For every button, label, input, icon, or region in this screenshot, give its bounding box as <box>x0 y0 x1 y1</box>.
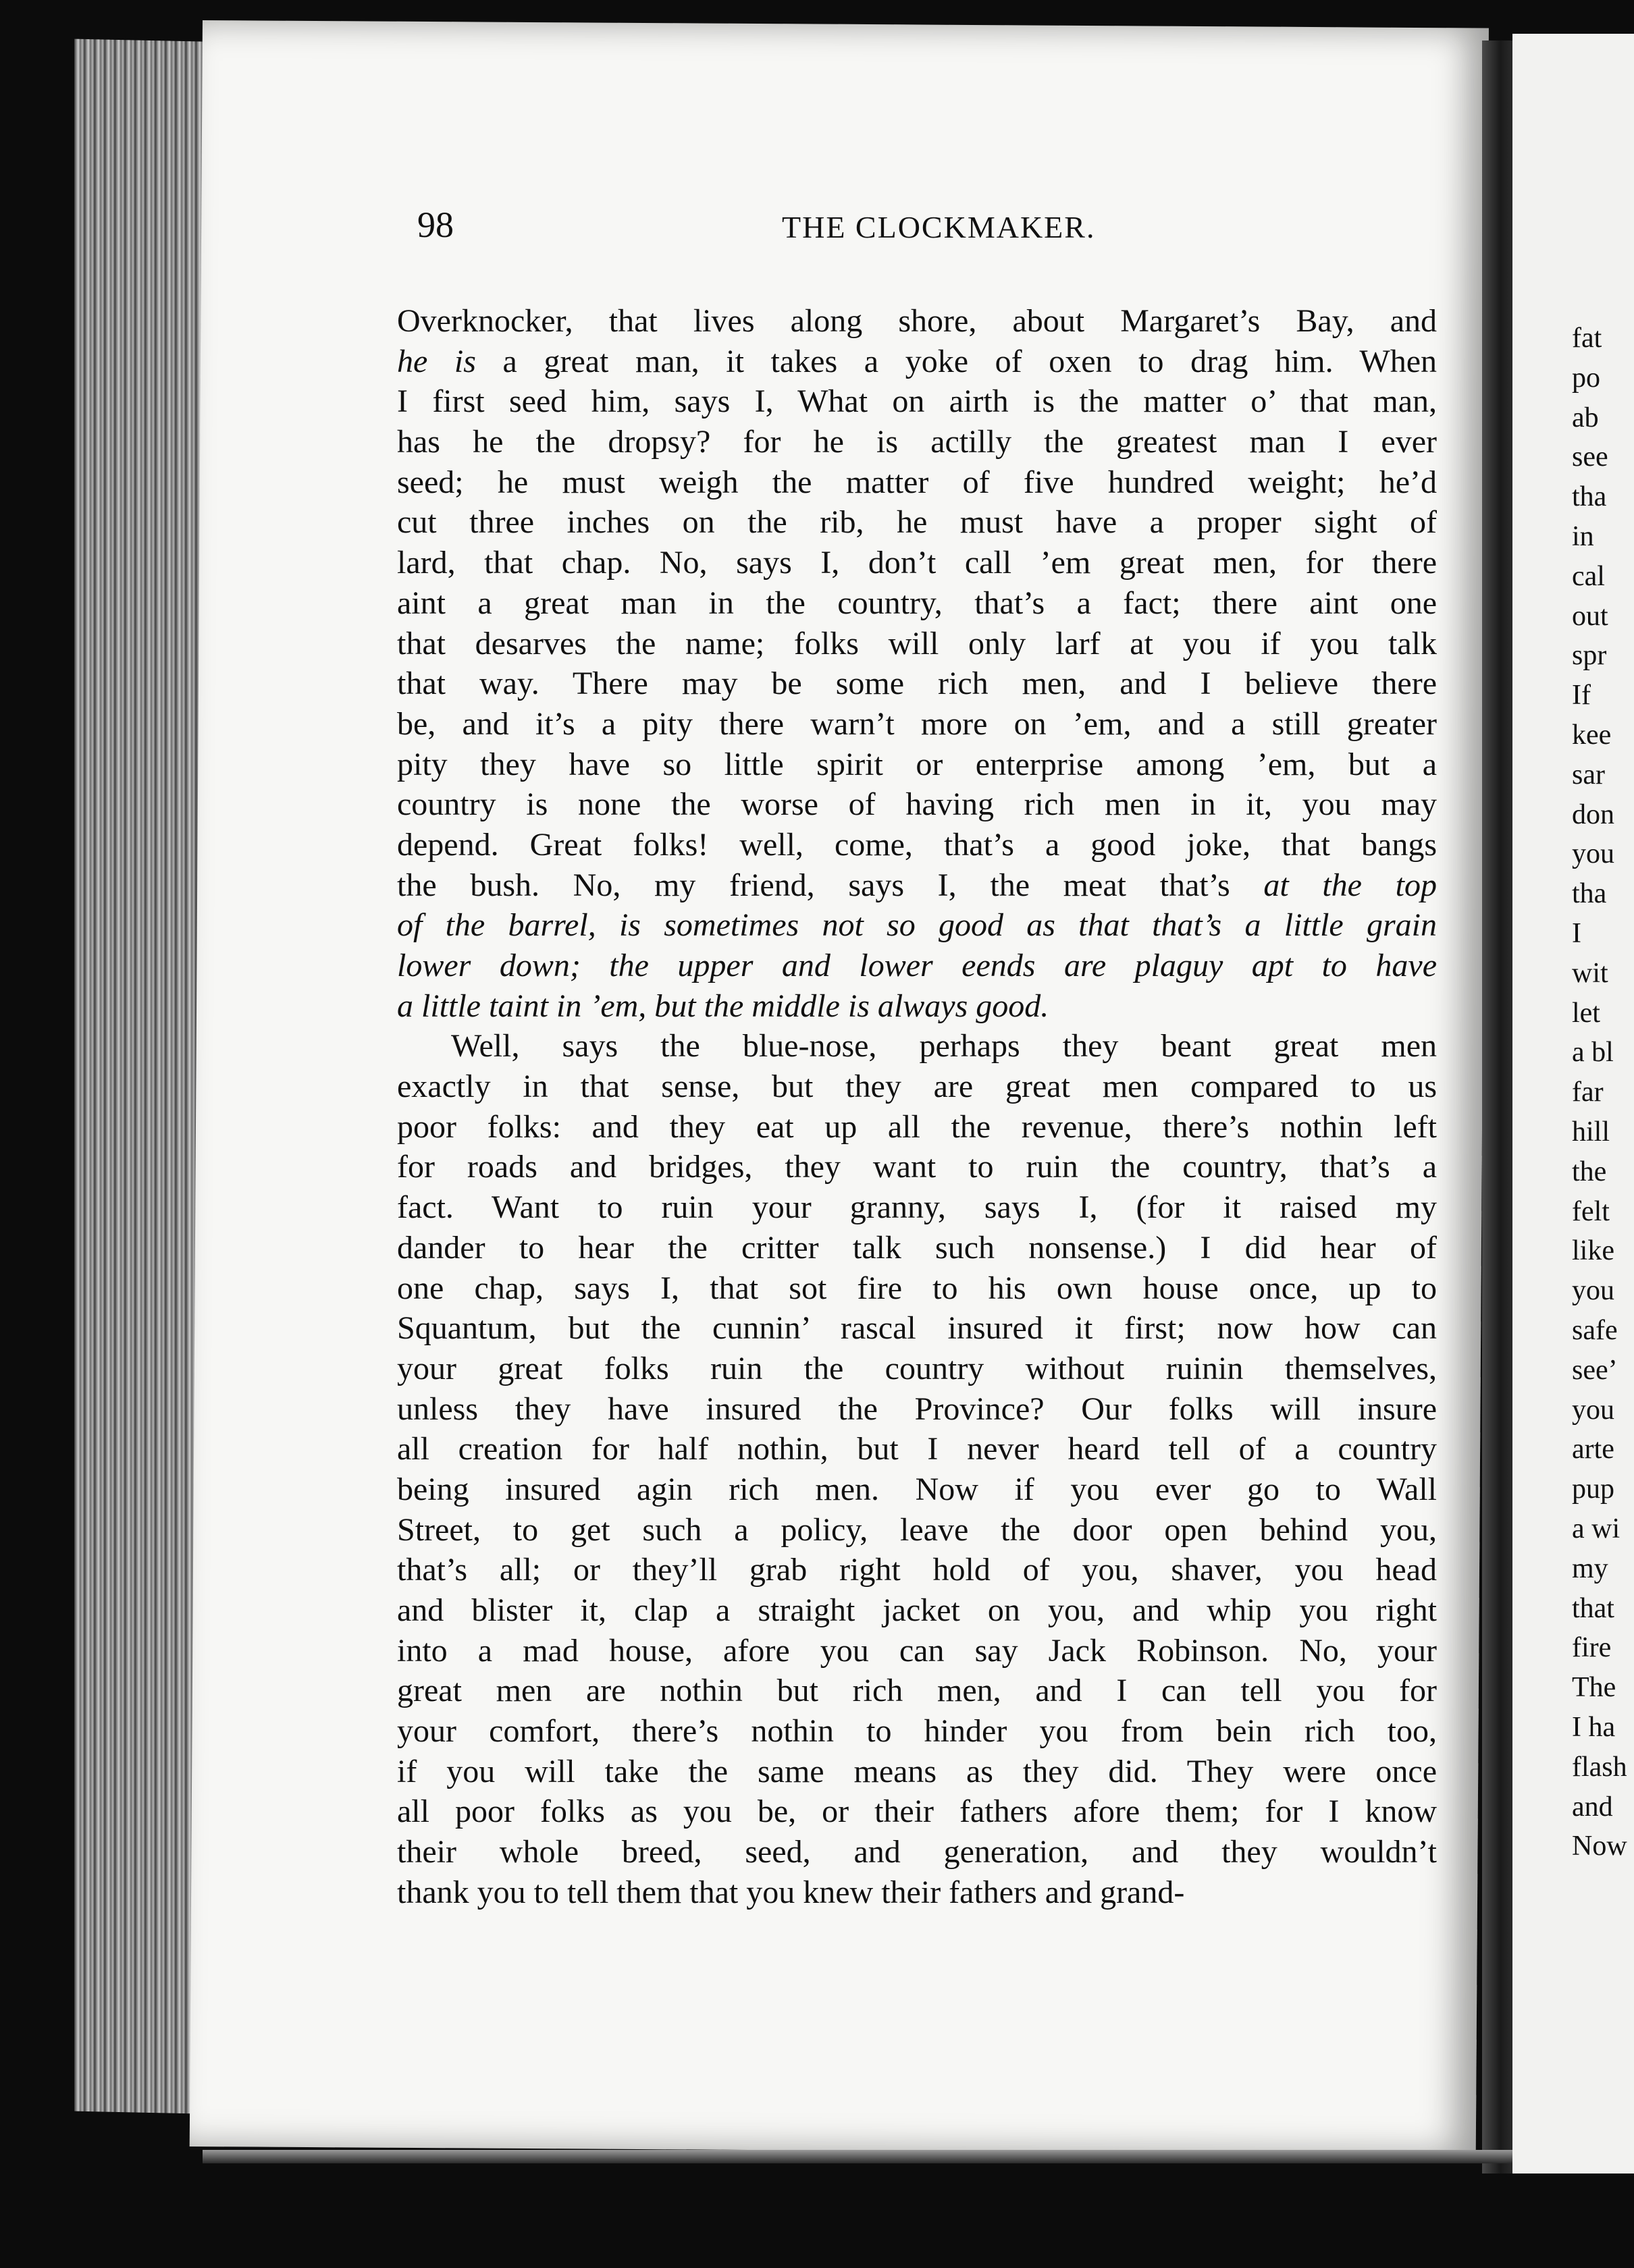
text-line: exactly in that sense, but they are great men compared to us <box>397 1069 1437 1105</box>
text-line: Squantum, but the cunnin’ rascal insured it first; now how can <box>397 1310 1437 1347</box>
running-head <box>417 204 1430 244</box>
text-line: country is none the worse of having rich men in it, you may <box>397 786 1437 823</box>
facing-page-fragment: see <box>1572 441 1608 473</box>
facing-page-fragment: kee <box>1572 720 1612 751</box>
page-number: 98 <box>417 205 454 245</box>
facing-page-fragment: don <box>1572 799 1614 830</box>
text-line: into a mad house, afore you can say Jack Robinson. No, your <box>397 1632 1437 1669</box>
facing-page-fragment: po <box>1572 362 1600 394</box>
text-line: Overknocker, that lives along shore, about Margaret’s Bay, and <box>397 303 1437 339</box>
text-line: poor folks: and they eat up all the revenue, there’s nothin left <box>397 1108 1437 1145</box>
facing-page-fragment: in <box>1572 521 1594 552</box>
facing-page-fragment: safe <box>1572 1315 1618 1346</box>
facing-page-fragment: tha <box>1572 878 1607 910</box>
text-line: seed; he must weigh the matter of five hundred weight; he’d <box>397 464 1437 500</box>
text-line: a little taint in ’em, but the middle is always good. <box>397 988 1049 1024</box>
facing-page-fragment: The <box>1572 1672 1616 1704</box>
text-line: pity they have so little spirit or enterprise among ’em, but a <box>397 746 1437 782</box>
text-line: your great folks ruin the country without ruinin themselves, <box>397 1350 1437 1386</box>
facing-page-fragment: a bl <box>1572 1037 1614 1069</box>
text-line: fact. Want to ruin your granny, says I, (for it raised my <box>397 1189 1437 1226</box>
facing-page-fragment: let <box>1572 997 1600 1029</box>
book-gutter <box>1482 40 1512 2174</box>
text-line: all creation for half nothin, but I never heard tell of a country <box>397 1431 1437 1467</box>
facing-page-fragment: that <box>1572 1592 1614 1624</box>
facing-page-fragment: I <box>1572 918 1581 949</box>
text-line: and blister it, clap a straight jacket on you, and whip you right <box>397 1592 1437 1628</box>
facing-page-fragment: pup <box>1572 1474 1614 1505</box>
facing-page-fragment: felt <box>1572 1195 1610 1227</box>
text-line: he is a great man, it takes a yoke of oxen to drag him. When <box>397 343 1437 379</box>
text-line: thank you to tell them that you knew their fathers and grand- <box>397 1874 1185 1910</box>
facing-page-fragment: sar <box>1572 759 1605 790</box>
text-line: depend. Great folks! well, come, that’s a good joke, that bangs <box>397 826 1437 863</box>
text-line: of the barrel, is sometimes not so good as that that’s a little grain <box>397 907 1437 944</box>
text-line: all poor folks as you be, or their fathers afore them; for I know <box>397 1793 1437 1830</box>
text-line: cut three inches on the rib, he must have a proper sight of <box>397 504 1437 541</box>
facing-page-fragment: tha <box>1572 481 1607 513</box>
facing-page-fragment: wit <box>1572 957 1608 989</box>
text-line: I first seed him, says I, What on airth is the matter o’ that man, <box>397 383 1437 420</box>
text-line: the bush. No, my friend, says I, the meat that’s at the top <box>397 867 1438 903</box>
text-line: aint a great man in the country, that’s a fact; there aint one <box>397 585 1437 621</box>
facing-page-fragment: flash <box>1572 1751 1627 1783</box>
facing-page-fragment: far <box>1572 1077 1604 1108</box>
text-line: lower down; the upper and lower eends are plaguy apt to have <box>397 948 1437 983</box>
text-line: that way. There may be some rich men, and I believe there <box>397 666 1437 702</box>
facing-page-fragment: the <box>1572 1156 1607 1187</box>
facing-page-fragment: If <box>1572 680 1591 711</box>
text-line: be, and it’s a pity there warn’t more on ’em, and a still greater <box>397 705 1437 742</box>
facing-page-fragment: see’ <box>1572 1354 1618 1386</box>
text-line: Street, to get such a policy, leave the door open behind you, <box>397 1511 1437 1548</box>
text-line: that’s all; or they’ll grab right hold of you, shaver, you head <box>397 1552 1437 1588</box>
text-line: being insured agin rich men. Now if you ever go to Wall <box>397 1471 1437 1507</box>
facing-page-fragment: a wi <box>1572 1513 1620 1544</box>
text-line: Well, says the blue-nose, perhaps they beant great men <box>451 1028 1437 1064</box>
text-line: for roads and bridges, they want to ruin the country, that’s a <box>397 1149 1437 1185</box>
body-text <box>397 301 1437 1913</box>
text-line: dander to hear the critter talk such nonsense.) I did hear of <box>397 1229 1437 1266</box>
facing-page-fragment: ab <box>1572 402 1599 433</box>
facing-page-fragment: fire <box>1572 1632 1612 1664</box>
facing-page-fragment: hill <box>1572 1116 1610 1148</box>
text-line: great men are nothin but rich men, and I can tell you for <box>397 1673 1437 1709</box>
facing-page <box>1512 34 1634 2174</box>
facing-page-fragment: and <box>1572 1791 1613 1823</box>
facing-page-fragment: arte <box>1572 1434 1614 1465</box>
facing-page-fragment: my <box>1572 1552 1608 1584</box>
facing-page-fragment: you <box>1572 1394 1614 1426</box>
facing-page-fragment: you <box>1572 1275 1614 1307</box>
facing-page-fragment: out <box>1572 600 1608 632</box>
facing-page-fragment: Now <box>1572 1831 1627 1862</box>
text-line: one chap, says I, that sot fire to his own house once, up to <box>397 1270 1437 1306</box>
text-line: your comfort, there’s nothin to hinder you from bein rich too, <box>397 1713 1437 1750</box>
facing-page-fragment: cal <box>1572 560 1605 592</box>
facing-page-fragment: spr <box>1572 640 1607 672</box>
facing-page-fragment: I ha <box>1572 1712 1616 1743</box>
text-line: unless they have insured the Province? Our folks will insure <box>397 1390 1437 1427</box>
text-line: if you will take the same means as they did. They were once <box>397 1753 1437 1789</box>
page-bottom-edge <box>203 2150 1512 2163</box>
facing-page-fragment: fat <box>1572 323 1602 354</box>
facing-page-fragment: like <box>1572 1235 1614 1267</box>
text-line: their whole breed, seed, and generation, and they wouldn’t <box>397 1834 1437 1870</box>
facing-page-fragment: you <box>1572 838 1614 870</box>
text-line: lard, that chap. No, says I, don’t call ’em great men, for there <box>397 545 1437 581</box>
text-line: has he the dropsy? for he is actilly the greatest man I ever <box>397 424 1437 460</box>
text-line: that desarves the name; folks will only larf at you if you talk <box>397 625 1437 662</box>
running-title: THE CLOCKMAKER. <box>782 210 1096 244</box>
